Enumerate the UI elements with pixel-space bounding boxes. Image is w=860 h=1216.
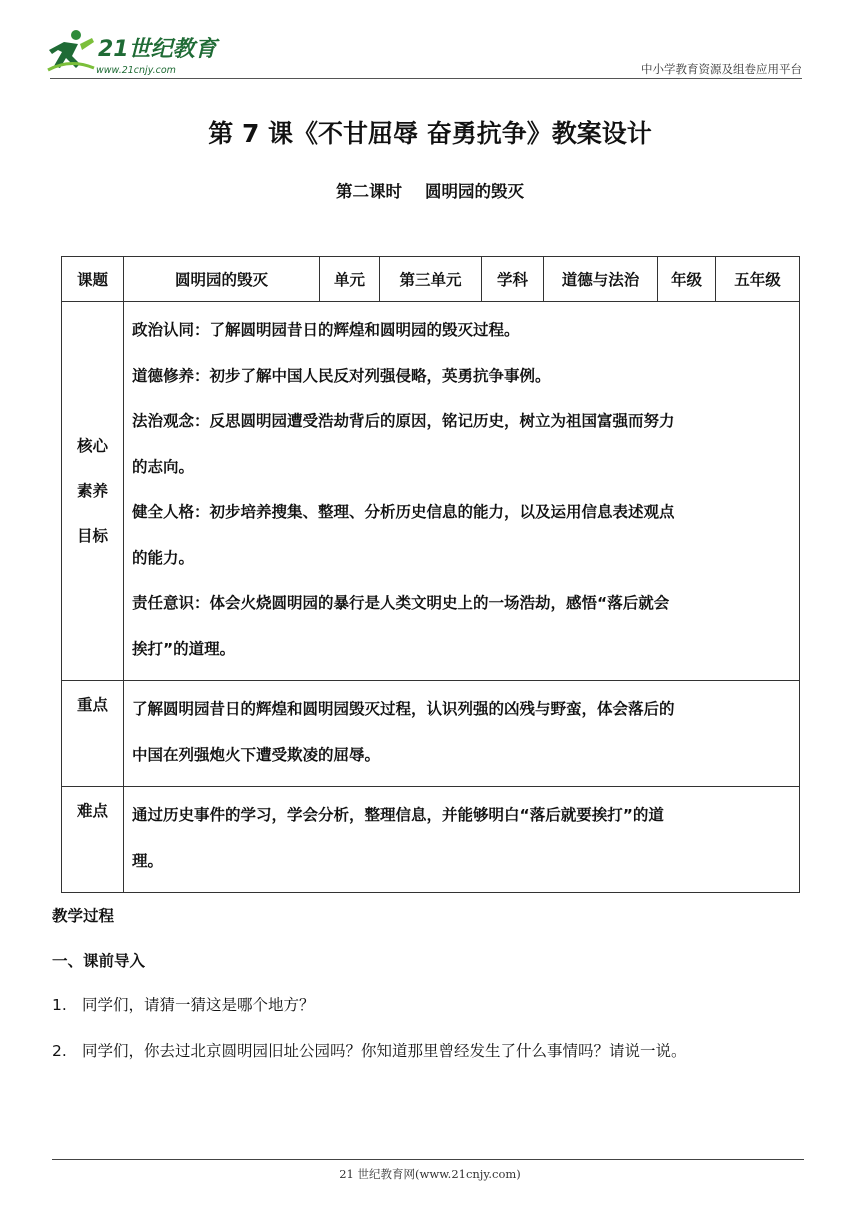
difficulty-line: 通过历史事件的学习，学会分析，整理信息，并能够明白“落后就要挨打”的道 [132,806,664,824]
platform-name: 中小学教育资源及组卷应用平台 [641,62,802,76]
key-points-label: 重点 [62,681,124,787]
lesson-plan-table [61,256,800,893]
runner-icon [46,28,96,74]
core-label-line: 目标 [76,526,108,545]
unit-value: 第三单元 [380,257,482,302]
core-label-line: 核心 [76,436,108,455]
key-point-line: 了解圆明园昔日的辉煌和圆明园毁灭过程，认识列强的凶残与野蛮，体会落后的 [132,700,675,718]
core-goal-line: 的志向。 [132,457,195,476]
core-goals-label [62,302,124,681]
key-points-content [124,681,800,787]
difficulty-line: 理。 [132,851,164,870]
footer-divider [52,1159,804,1160]
item-text: 同学们，请猜一猜这是哪个地方？ [82,996,315,1014]
core-goal-line: 健全人格：初步培养搜集、整理、分析历史信息的能力，以及运用信息表述观点 [132,503,675,521]
core-goal-line: 挨打”的道理。 [132,639,236,658]
header-divider [50,78,802,79]
topic-label: 课题 [62,257,124,302]
item-text: 同学们，你去过北京圆明园旧址公园吗？你知道那里曾经发生了什么事情吗？请说一说。 [82,1042,687,1060]
logo-url: www.21cnjy.com [96,65,176,76]
core-goal-line: 法治观念：反思圆明园遭受浩劫背后的原因，铭记历史，树立为祖国富强而努力 [132,412,675,430]
difficulties-row [62,787,800,893]
logo-text: 21世纪教育 [98,37,217,62]
core-label-line: 素养 [76,481,108,500]
key-points-row [62,681,800,787]
core-goal-line: 责任意识：体会火烧圆明园的暴行是人类文明史上的一场浩劫，感悟“落后就会 [132,594,670,612]
site-logo[interactable] [46,28,236,80]
section-heading: 一、课前导入 [52,952,146,970]
page-header [0,0,860,90]
subject-label: 学科 [482,257,544,302]
topic-value: 圆明园的毁灭 [124,257,320,302]
core-goal-line: 道德修养：初步了解中国人民反对列强侵略，英勇抗争事例。 [132,366,551,385]
list-item [52,993,315,1015]
process-heading: 教学过程 [52,907,115,925]
key-point-line: 中国在列强炮火下遭受欺凌的屈辱。 [132,745,381,764]
page-subtitle: 第二课时 圆明园的毁灭 [336,182,524,201]
grade-label: 年级 [658,257,716,302]
grade-value: 五年级 [716,257,800,302]
core-goal-line: 政治认同：了解圆明园昔日的辉煌和圆明园的毁灭过程。 [132,321,520,339]
difficulties-content [124,787,800,893]
difficulties-label: 难点 [62,787,124,893]
footer-link[interactable]: 21 世纪教育网(www.21cnjy.com) [339,1167,521,1181]
info-row [62,257,800,302]
page-title: 第 7 课《不甘屈辱 奋勇抗争》教案设计 [208,119,652,148]
item-number: 2. [52,1042,67,1060]
subject-value: 道德与法治 [544,257,658,302]
list-item [52,1039,687,1061]
core-goal-line: 的能力。 [132,548,195,567]
item-number: 1. [52,996,67,1014]
core-goals-content [124,302,800,681]
core-goals-row [62,302,800,681]
unit-label: 单元 [320,257,380,302]
